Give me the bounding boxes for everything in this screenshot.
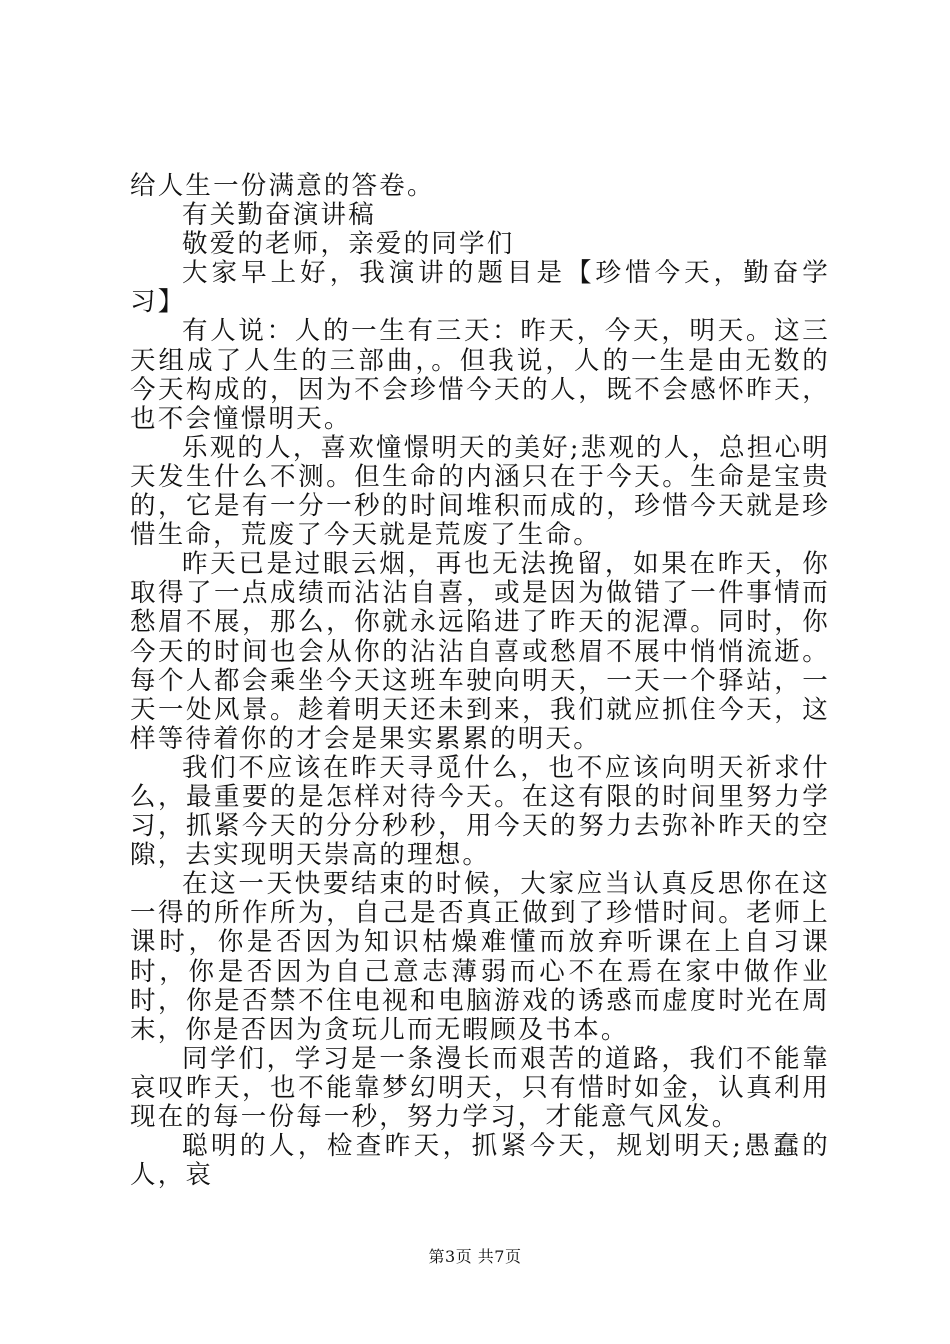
paragraph-5: 有人说：人的一生有三天：昨天，今天，明天。这三天组成了人生的三部曲，。但我说，人的一生是由无数的今天构成的，因为不会珍惜今天的人，既不会感怀昨天，也不会憧憬明天。 — [130, 316, 830, 434]
paragraph-3: 敬爱的老师，亲爱的同学们 — [182, 229, 515, 260]
paragraph-7: 昨天已是过眼云烟，再也无法挽留，如果在昨天，你取得了一点成绩而沾沾自喜，或是因为做错了一件事情而愁眉不展，那么，你就永远陷进了昨天的泥潭。同时，你今天的时间也会从你的沾沾自喜或愁眉不展中悄悄流逝。每个人都会乘坐今天这班车驶向明天，一天一个驿站，一天一处风景。趁着明天还未到来，我们就应抓住今天，这样等待着你的才会是果实累累的明天。 — [130, 549, 830, 754]
paragraph-11: 聪明的人，检查昨天，抓紧今天，规划明天;愚蠢的人，哀 — [130, 1131, 830, 1191]
paragraph-8: 我们不应该在昨天寻觅什么，也不应该向明天祈求什么，最重要的是怎样对待今天。在这有限的时间里努力学习，抓紧今天的分分秒秒，用今天的努力去弥补昨天的空隙，去实现明天崇高的理想。 — [130, 752, 830, 871]
paragraph-2: 有关勤奋演讲稿 — [182, 200, 376, 231]
paragraph-1: 给人生一份满意的答卷。 — [130, 171, 435, 201]
paragraph-6: 乐观的人，喜欢憧憬明天的美好;悲观的人，总担心明天发生什么不测。但生命的内涵只在于今天。生命是宝贵的，它是有一分一秒的时间堆积而成的，珍惜今天就是珍惜生命，荒废了今天就是荒废了生命。 — [130, 432, 830, 551]
paragraph-4: 大家早上好，我演讲的题目是【珍惜今天，勤奋学习】 — [130, 258, 830, 318]
page-number-footer: 第3页 共7页 — [428, 1247, 522, 1266]
body-text — [130, 172, 830, 1190]
paragraph-9: 在这一天快要结束的时候，大家应当认真反思你在这一得的所作所为，自己是否真正做到了珍惜时间。老师上课时，你是否因为知识枯燥难懂而放弃听课在上自习课时，你是否因为自己意志薄弱而心不在焉在家中做作业时，你是否禁不住电视和电脑游戏的诱惑而虚度时光在周末，你是否因为贪玩儿而无暇顾及书本。 — [130, 869, 830, 1045]
paragraph-10: 同学们，学习是一条漫长而艰苦的道路，我们不能靠哀叹昨天，也不能靠梦幻明天，只有惜时如金，认真利用现在的每一份每一秒，努力学习，才能意气风发。 — [130, 1043, 830, 1132]
